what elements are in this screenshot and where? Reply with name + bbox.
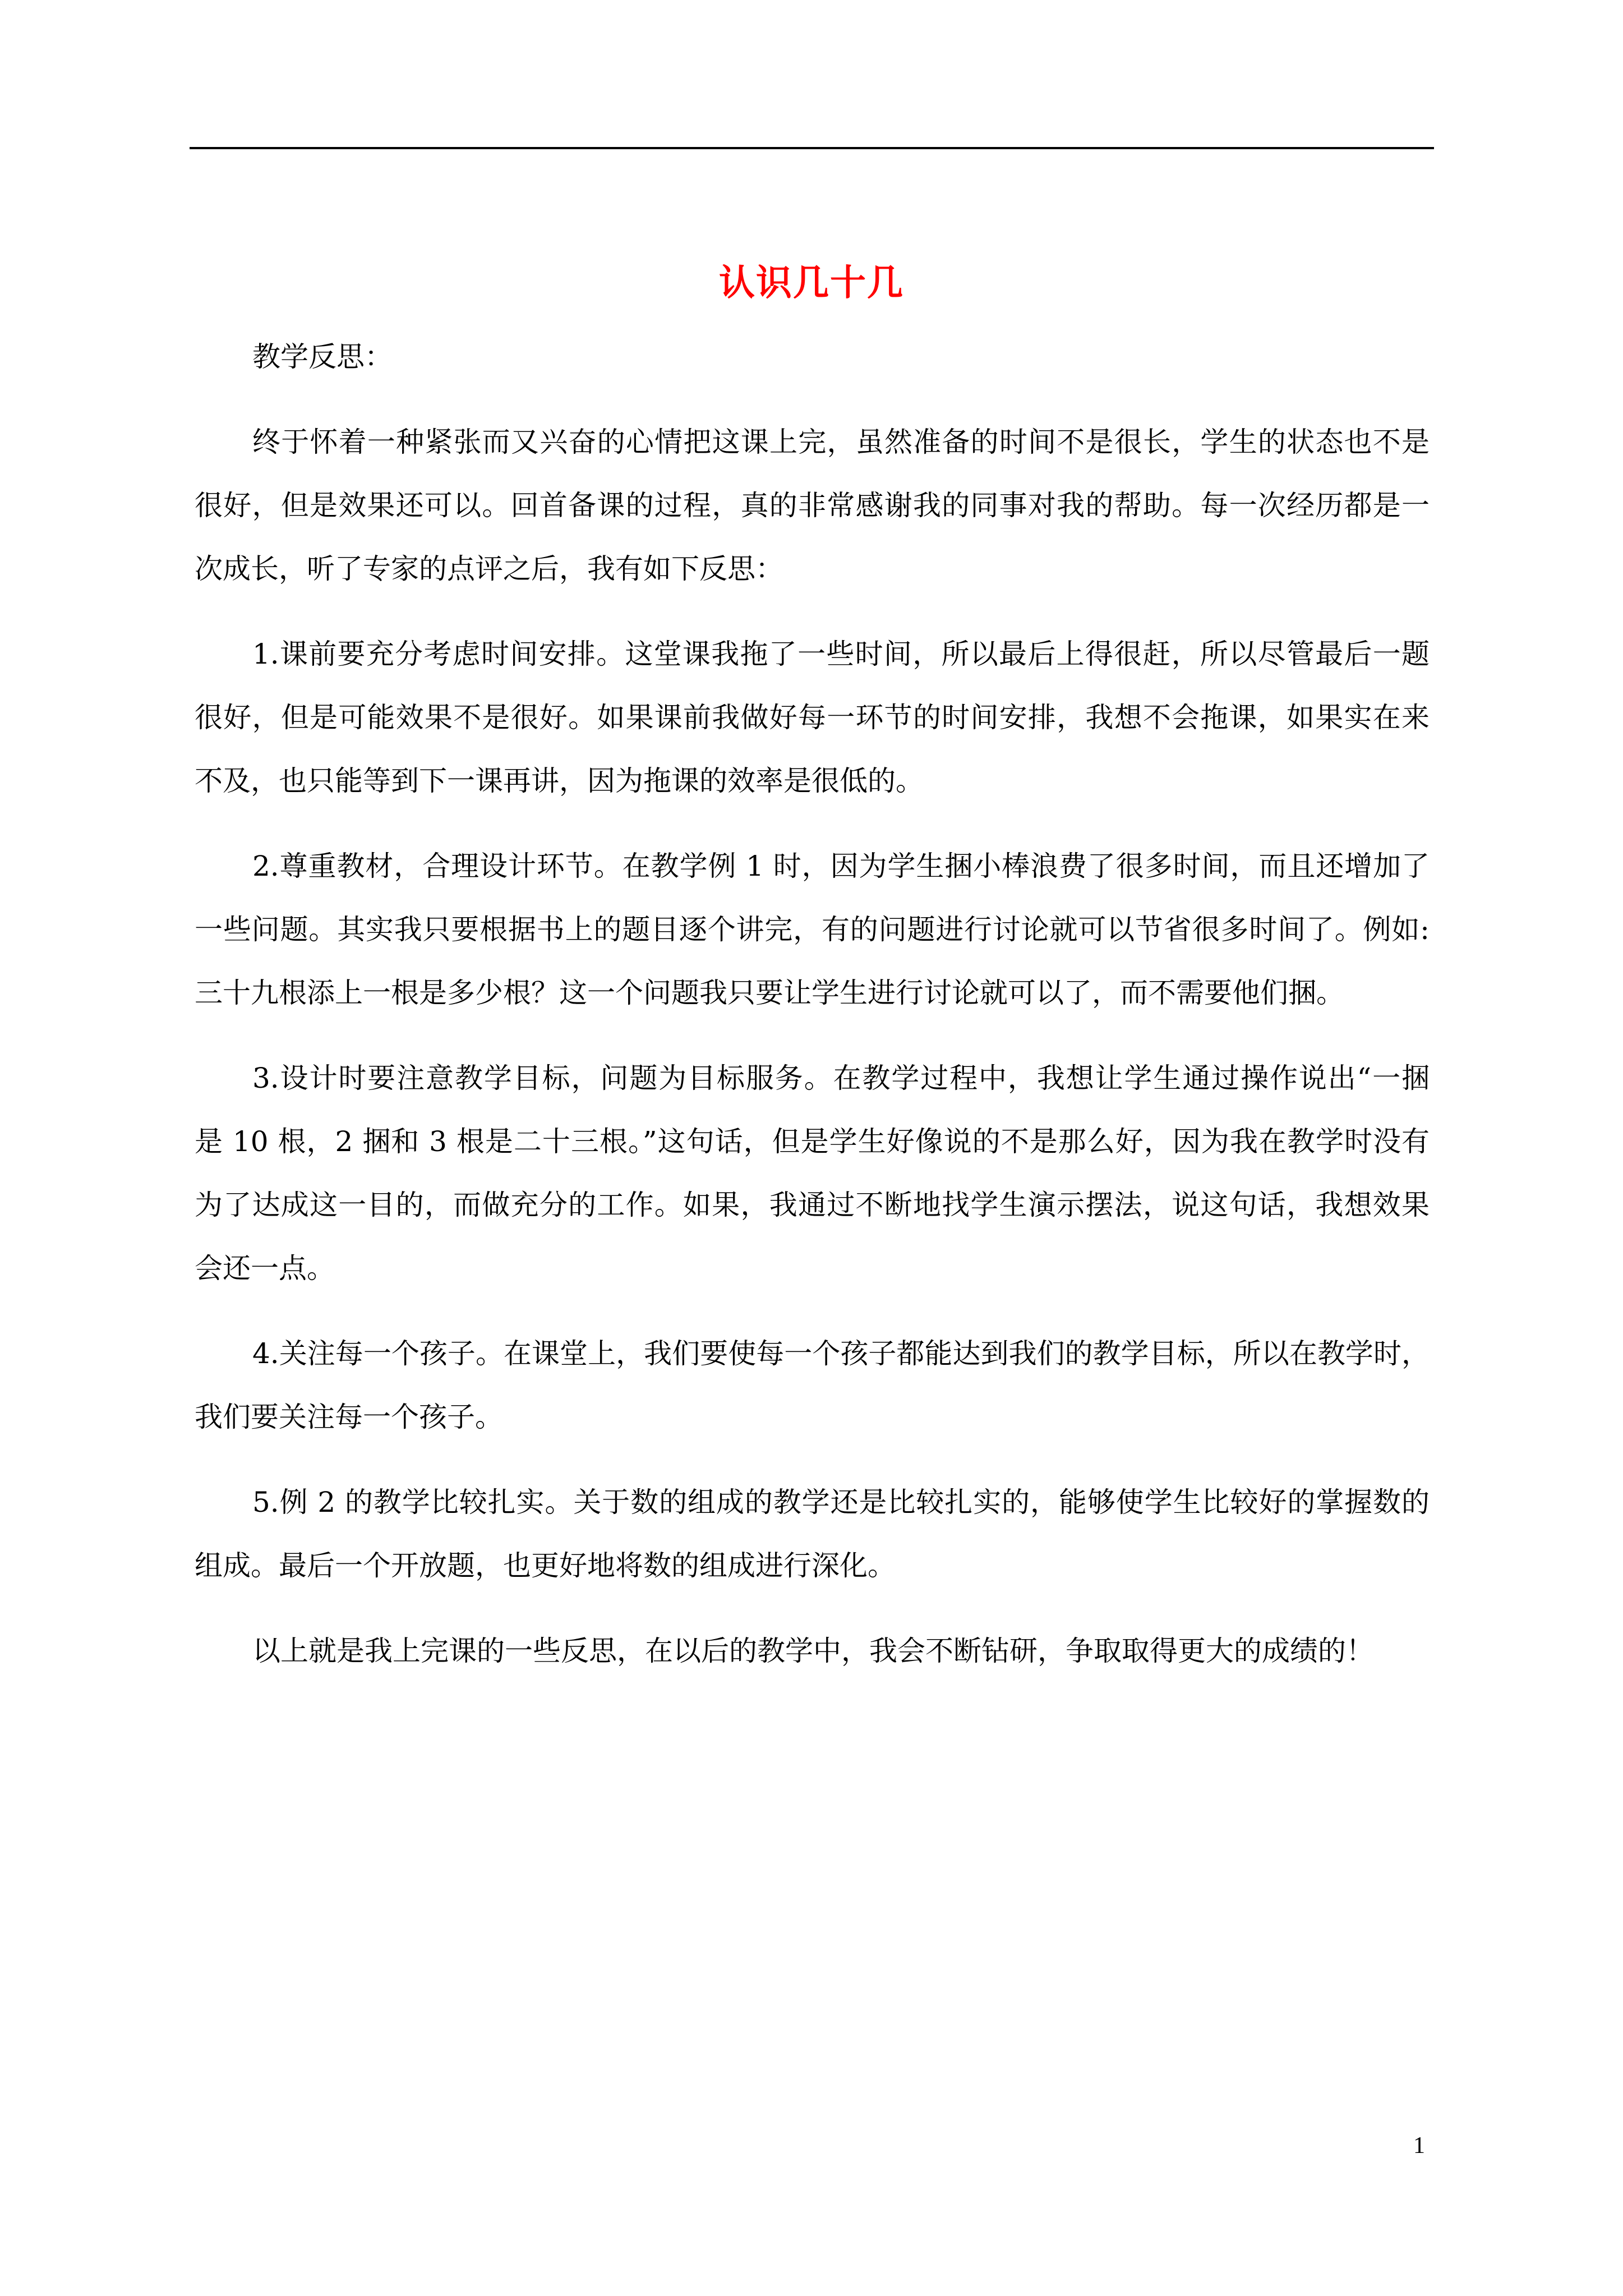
paragraph-line: 以上就是我上完课的一些反思，在以后的教学中，我会不断钻研，争取取得更大的成绩的！ <box>252 1635 1374 1667</box>
paragraph-line: 3.设计时要注意教学目标，问题为目标服务。在教学过程中，我想让学生通过操作说出“一捆 <box>252 1062 1430 1094</box>
paragraph-line: 2.尊重教材，合理设计环节。在教学例 1 时，因为学生捆小棒浪费了很多时间，而且还增加了 <box>252 850 1430 882</box>
paragraph-line: 不及，也只能等到下一课再讲，因为拖课的效率是很低的。 <box>195 765 924 797</box>
paragraph-line: 会还一点。 <box>195 1252 335 1285</box>
intro-paragraph <box>195 424 1430 614</box>
paragraph-line: 我们要关注每一个孩子。 <box>195 1401 503 1433</box>
document-body <box>195 339 1430 1718</box>
paragraph-line: 终于怀着一种紧张而又兴奋的心情把这课上完，虽然准备的时间不是很长，学生的状态也不是 <box>252 426 1430 458</box>
reflection-item-1 <box>195 636 1430 826</box>
paragraph-line: 1.课前要充分考虑时间安排。这堂课我拖了一些时间，所以最后上得很赶，所以尽管最后一题 <box>252 638 1430 670</box>
paragraph-line: 很好，但是效果还可以。回首备课的过程，真的非常感谢我的同事对我的帮助。每一次经历都是一 <box>195 489 1430 522</box>
closing-paragraph <box>195 1633 1430 1696</box>
section-heading <box>195 339 1430 402</box>
paragraph-line: 次成长，听了专家的点评之后，我有如下反思： <box>195 553 783 585</box>
reflection-item-5 <box>195 1484 1430 1611</box>
heading-line: 教学反思： <box>252 341 393 373</box>
paragraph-line: 5.例 2 的教学比较扎实。关于数的组成的教学还是比较扎实的，能够使学生比较好的掌握数的 <box>252 1486 1430 1519</box>
document-title: 认识几十几 <box>719 261 904 304</box>
reflection-item-4 <box>195 1336 1430 1462</box>
header-rule <box>190 147 1434 149</box>
paragraph-line: 是 10 根，2 捆和 3 根是二十三根。”这句话，但是学生好像说的不是那么好，因为我在教学时没有 <box>195 1125 1430 1158</box>
paragraph-line: 一些问题。其实我只要根据书上的题目逐个讲完，有的问题进行讨论就可以节省很多时间了。例如: <box>195 913 1430 946</box>
paragraph-line: 为了达成这一目的，而做充分的工作。如果，我通过不断地找学生演示摆法，说这句话，我想效果 <box>195 1189 1430 1221</box>
reflection-item-3 <box>195 1060 1430 1314</box>
page-number: 1 <box>1413 2133 1425 2159</box>
reflection-item-2 <box>195 848 1430 1038</box>
paragraph-line: 三十九根添上一根是多少根？这一个问题我只要让学生进行讨论就可以了，而不需要他们捆。 <box>195 977 1344 1009</box>
paragraph-line: 4.关注每一个孩子。在课堂上，我们要使每一个孩子都能达到我们的教学目标，所以在教学时， <box>252 1337 1430 1370</box>
paragraph-line: 组成。最后一个开放题，也更好地将数的组成进行深化。 <box>195 1549 896 1582</box>
paragraph-line: 很好，但是可能效果不是很好。如果课前我做好每一环节的时间安排，我想不会拖课，如果实在来 <box>195 701 1430 734</box>
